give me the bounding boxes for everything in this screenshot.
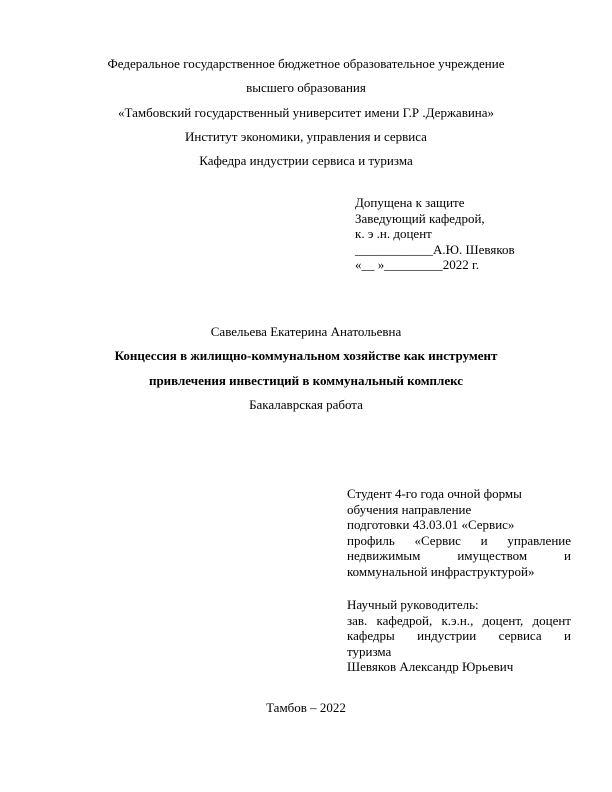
department-name: Кафедра индустрии сервиса и туризма [199,153,413,168]
student-info-line: обучения направление [347,501,472,517]
approval-line: к. э .н. доцент [355,226,432,241]
approval-date-line: «__ »_________2022 г. [355,257,480,272]
approval-line: Допущена к защите [355,195,465,210]
supervisor-line: туризма [347,643,392,659]
approval-block [355,195,575,273]
student-info-line: коммунальной инфраструктурой» [347,563,535,579]
author-name: Савельева Екатерина Анатольевна [210,324,402,339]
institution-line-1: Федеральное государственное бюджетное образовательное учреждение [107,56,505,71]
student-info-block [347,486,571,579]
supervisor-line: Научный руководитель: [347,597,479,612]
student-info-line: Студент 4-го года очной формы [347,486,522,501]
institution-line-2: высшего образования [246,80,366,95]
student-info-line: подготовки 43.03.01 «Сервис» [347,517,515,532]
supervisor-line: зав. кафедрой, к.э.н., доцент, доцент [347,612,571,628]
supervisor-line: кафедры индустрии сервиса и [347,628,571,643]
city-year: Тамбов – 2022 [266,700,346,715]
work-type: Бакалаврская работа [249,397,363,412]
institute-name: Институт экономики, управления и сервиса [185,129,427,144]
supervisor-name: Шевяков Александр Юрьевич [347,659,514,674]
approval-line: Заведующий кафедрой, [355,210,485,226]
thesis-title-line-2: привлечения инвестиций в коммунальный комплекс [148,373,464,388]
thesis-title-line-1: Концессия в жилищно-коммунальном хозяйстве как инструмент [114,348,498,363]
approval-signature-line: ____________А.Ю. Шевяков [355,241,515,257]
student-info-line: недвижимым имуществом и [347,548,571,563]
university-name: «Тамбовский государственный университет имени Г.Р .Державина» [117,105,495,120]
student-info-line: профиль «Сервис и управление [347,532,571,548]
supervisor-block [347,597,571,675]
